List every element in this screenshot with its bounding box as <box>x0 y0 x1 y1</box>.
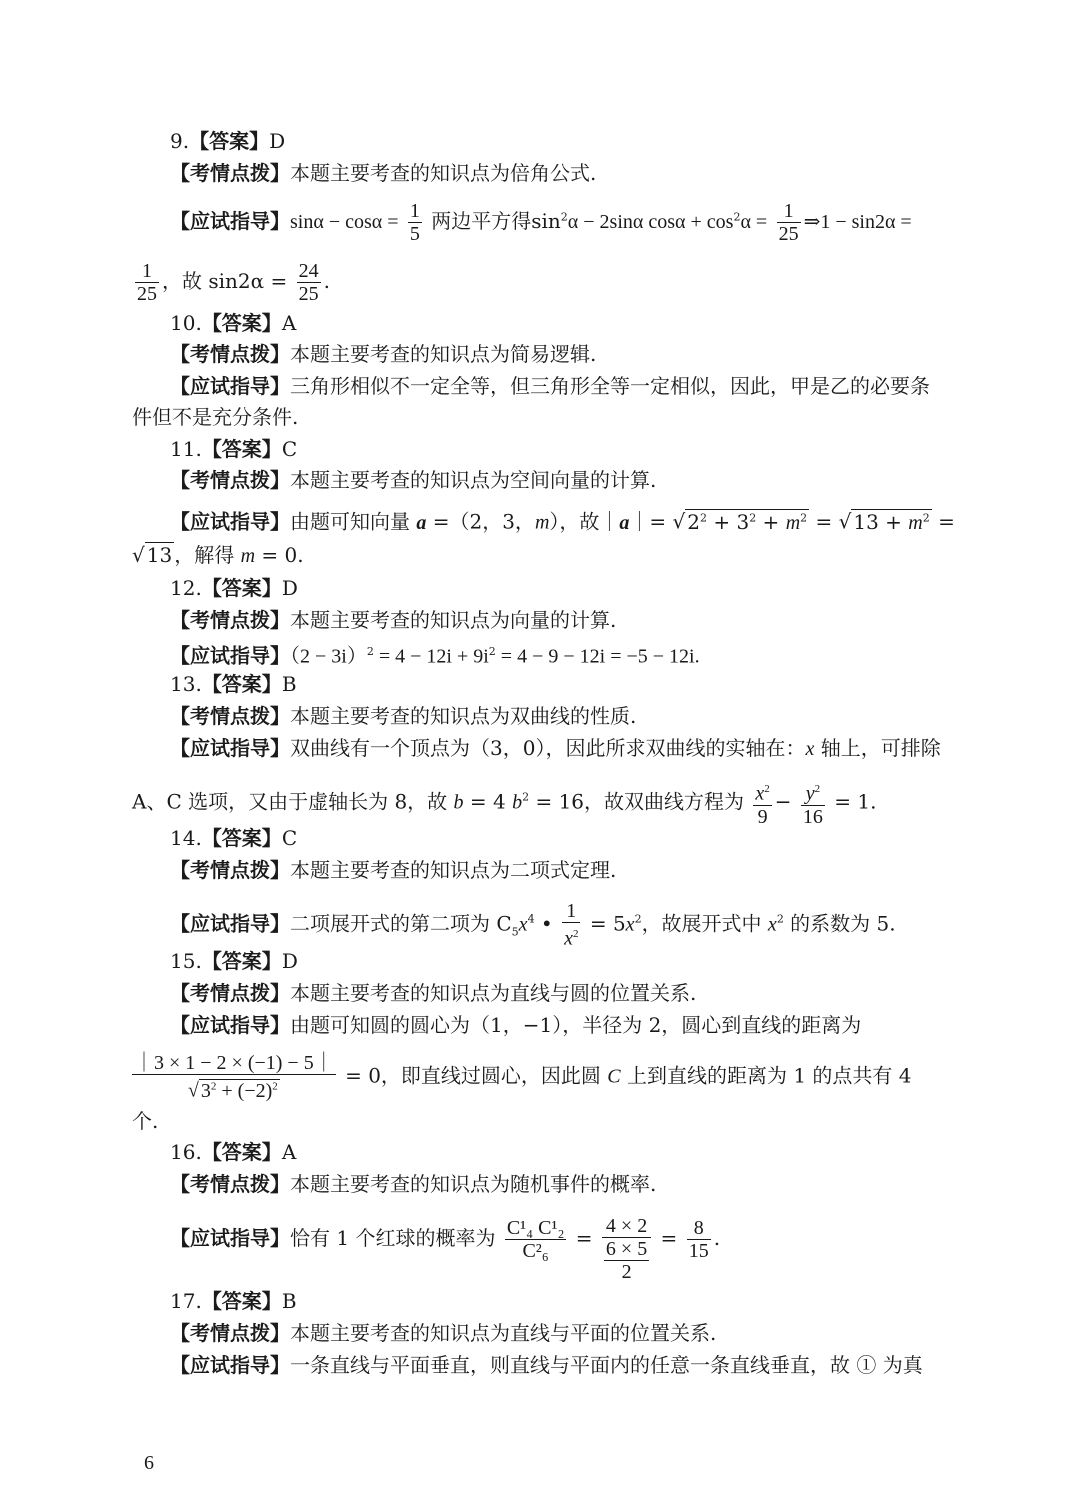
q13-guide-cont: A、C 选项，又由于虚轴长为 8，故 b = 4 $b^2 = 16$，故双曲线方程为 $\frac{x^2}{9}$ − $\frac{y^2}{16}$ = 1. <box>132 778 876 828</box>
q12-guide: 【应试指导】$(2 - 3i)^2 = 4 - 12i + 9i^2 = 4 - 9 - 12i = -5 - 12i$. <box>170 643 700 668</box>
q12-answer: 12.【答案】D <box>170 576 298 600</box>
q10-answer: 10.【答案】A <box>170 311 297 335</box>
q10-guide: 【应试指导】三角形相似不一定全等，但三角形全等一定相似，因此，甲是乙的必要条 <box>170 374 930 398</box>
q9-answer: 9.【答案】D <box>170 129 286 153</box>
q9-point: 【考情点拨】本题主要考查的知识点为倍角公式. <box>170 161 597 185</box>
q13-answer: 13.【答案】B <box>170 672 297 696</box>
q13-point: 【考情点拨】本题主要考查的知识点为双曲线的性质. <box>170 704 637 728</box>
q14-point: 【考情点拨】本题主要考查的知识点为二项式定理. <box>170 858 617 882</box>
q16-point: 【考情点拨】本题主要考查的知识点为随机事件的概率. <box>170 1172 657 1196</box>
q11-answer: 11.【答案】C <box>170 437 298 461</box>
q15-guide-end: 个. <box>132 1109 159 1133</box>
q11-guide: 【应试指导】由题可知向量 a =（2，3，m），故｜a｜= √ $2^2 + 3^2 + m^2$ = √ $13 + m^2$ = <box>170 509 955 534</box>
q9-guide-cont: $\frac{1}{25}$ ，故 sin2α = $\frac{24}{25}$ . <box>137 260 330 305</box>
page-number: 6 <box>144 1452 154 1474</box>
q15-guide: 【应试指导】由题可知圆的圆心为（1，−1），半径为 2，圆心到直线的距离为 <box>170 1013 862 1037</box>
q17-guide: 【应试指导】一条直线与平面垂直，则直线与平面内的任意一条直线垂直，故 ① 为真 <box>170 1353 923 1377</box>
q14-guide: 【应试指导】二项展开式的第二项为 $C_5x^4$ • $\frac{1}{x^2}$ = $5x^2$，故展开式中 $x^2$ 的系数为 5. <box>170 900 896 950</box>
q16-answer: 16.【答案】A <box>170 1140 297 1164</box>
q11-point: 【考情点拨】本题主要考查的知识点为空间向量的计算. <box>170 468 657 492</box>
q12-point: 【考情点拨】本题主要考查的知识点为向量的计算. <box>170 608 617 632</box>
q17-point: 【考情点拨】本题主要考查的知识点为直线与平面的位置关系. <box>170 1321 717 1345</box>
q17-answer: 17.【答案】B <box>170 1289 297 1313</box>
q11-guide-cont: √ 13 ，解得 m = 0. <box>132 543 304 567</box>
q15-point: 【考情点拨】本题主要考查的知识点为直线与圆的位置关系. <box>170 981 697 1005</box>
q15-guide-cont: $\frac{|3 \times 1 - 2 \times (-1) - 5|}{√ 3^2 + (-2)^2}$ = 0，即直线过圆心，因此圆 C 上到直线的距离为 1 的点共有 4 <box>134 1052 912 1102</box>
q15-answer: 15.【答案】D <box>170 949 298 973</box>
q14-answer: 14.【答案】C <box>170 826 298 850</box>
q13-guide: 【应试指导】双曲线有一个顶点为（3，0），因此所求双曲线的实轴在：x 轴上，可排除 <box>170 736 941 760</box>
q16-guide: 【应试指导】恰有 1 个红球的概率为 $\frac{\text{C¹₄ C¹₂}}{\text{C²₆}}$ = $\frac{4 \times 2}{\frac{6 \times 5}{2}}$ = $\frac{8}{15}$ . <box>170 1215 721 1283</box>
q9-guide: 【应试指导】sinα − cosα = $\frac{1}{5}$ 两边平方得$\sin^2\alpha - 2\sin\alpha$ $\cos\alpha + \cos^2\alpha$ = $\frac{1}{25}$ ⇒1 − sin2α = <box>170 200 912 245</box>
q10-point: 【考情点拨】本题主要考查的知识点为简易逻辑. <box>170 342 597 366</box>
q10-guide-cont: 件但不是充分条件. <box>132 405 299 429</box>
